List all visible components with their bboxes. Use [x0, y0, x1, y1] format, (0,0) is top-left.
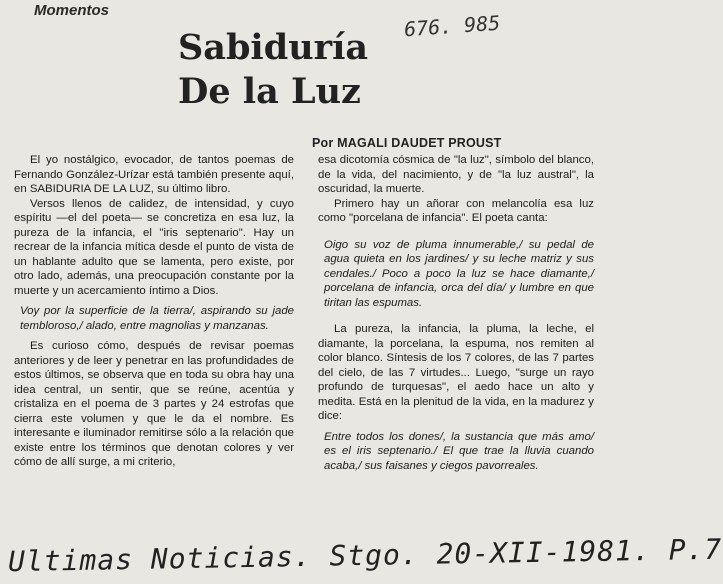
poem-quote: Entre todos los dones/, la sustancia que más amo/ es el iris septenario./ El que trae la lluvia cuando acaba,/ sus faisanes y ciegos pavorreales. — [324, 430, 594, 472]
title-line-1: Sabiduría — [178, 27, 369, 68]
paragraph: Versos llenos de calidez, de intensidad, y cuyo espíritu —el del poeta— se concretiza en esa luz, la pureza de la infancia, el "iris septenario". Hay un recrear de la infancia mítica desde el punto de vista de un hablante adulto que se lamenta, pero existe, por otro lado, además, una preocupación constante por la muerte y un acercamiento íntimo a Dios. — [14, 197, 294, 297]
right-column — [318, 153, 594, 479]
section-label: Momentos — [34, 2, 109, 19]
paragraph: La pureza, la infancia, la pluma, la leche, el diamante, la porcelana, la espuma, nos remiten al color blanco. Síntesis de los 7 colores, de las 7 partes del cielo, de las 7 virtudes... Luego, "surge un rayo profundo de turquesas", el aedo hace un alto y medita. Está en la plenitud de la vida, en la madurez y dice: — [318, 323, 594, 422]
left-column — [14, 153, 294, 470]
paragraph-continuation: esa dicotomía cósmica de "la luz", símbolo del blanco, de la vida, del nacimiento, y de "la luz austral", la oscuridad, la muerte. — [318, 154, 594, 195]
poem-quote: Oigo su voz de pluma innumerable,/ su pedal de agua quieta en los jardines/ y su leche matriz y sus cendales./ Poco a poco la luz se hace diamante,/ porcelana de infancia, orca del día/ y lumbre en que tiritan las espumas. — [324, 238, 594, 309]
paragraph: Es curioso cómo, después de revisar poemas anteriores y de leer y penetrar en las profundidades de estos últimos, se observa que en toda su obra hay una idea central, un sentir, que se reúne, acentúa y cristaliza en el poema de 3 partes y 24 estrofas que cierra este volumen y que le da el nombre. Es interesante e iluminador remitirse sólo a la relación que existe entre los términos que denotan colores y ver cómo de allí surge, a mi criterio, — [14, 340, 294, 468]
byline: Por MAGALI DAUDET PROUST — [312, 136, 502, 150]
title-line-2: De la Luz — [178, 71, 361, 112]
handwritten-source-note: Ultimas Noticias. Stgo. 20-XII-1981. P.7 — [7, 532, 723, 579]
poem-quote: Voy por la superficie de la tierra/, aspirando su jade tembloroso,/ alado, entre magnolias y manzanas. — [20, 305, 294, 332]
handwritten-catalog-number: 676. 985 — [403, 10, 502, 42]
paragraph: Primero hay un añorar con melancolía esa luz como "porcelana de infancia". El poeta canta: — [318, 197, 594, 224]
article-title — [178, 26, 478, 114]
paragraph: El yo nostálgico, evocador, de tantos poemas de Fernando González-Urízar está también presente aquí, en SABIDURIA DE LA LUZ, su último libro. — [14, 154, 294, 195]
